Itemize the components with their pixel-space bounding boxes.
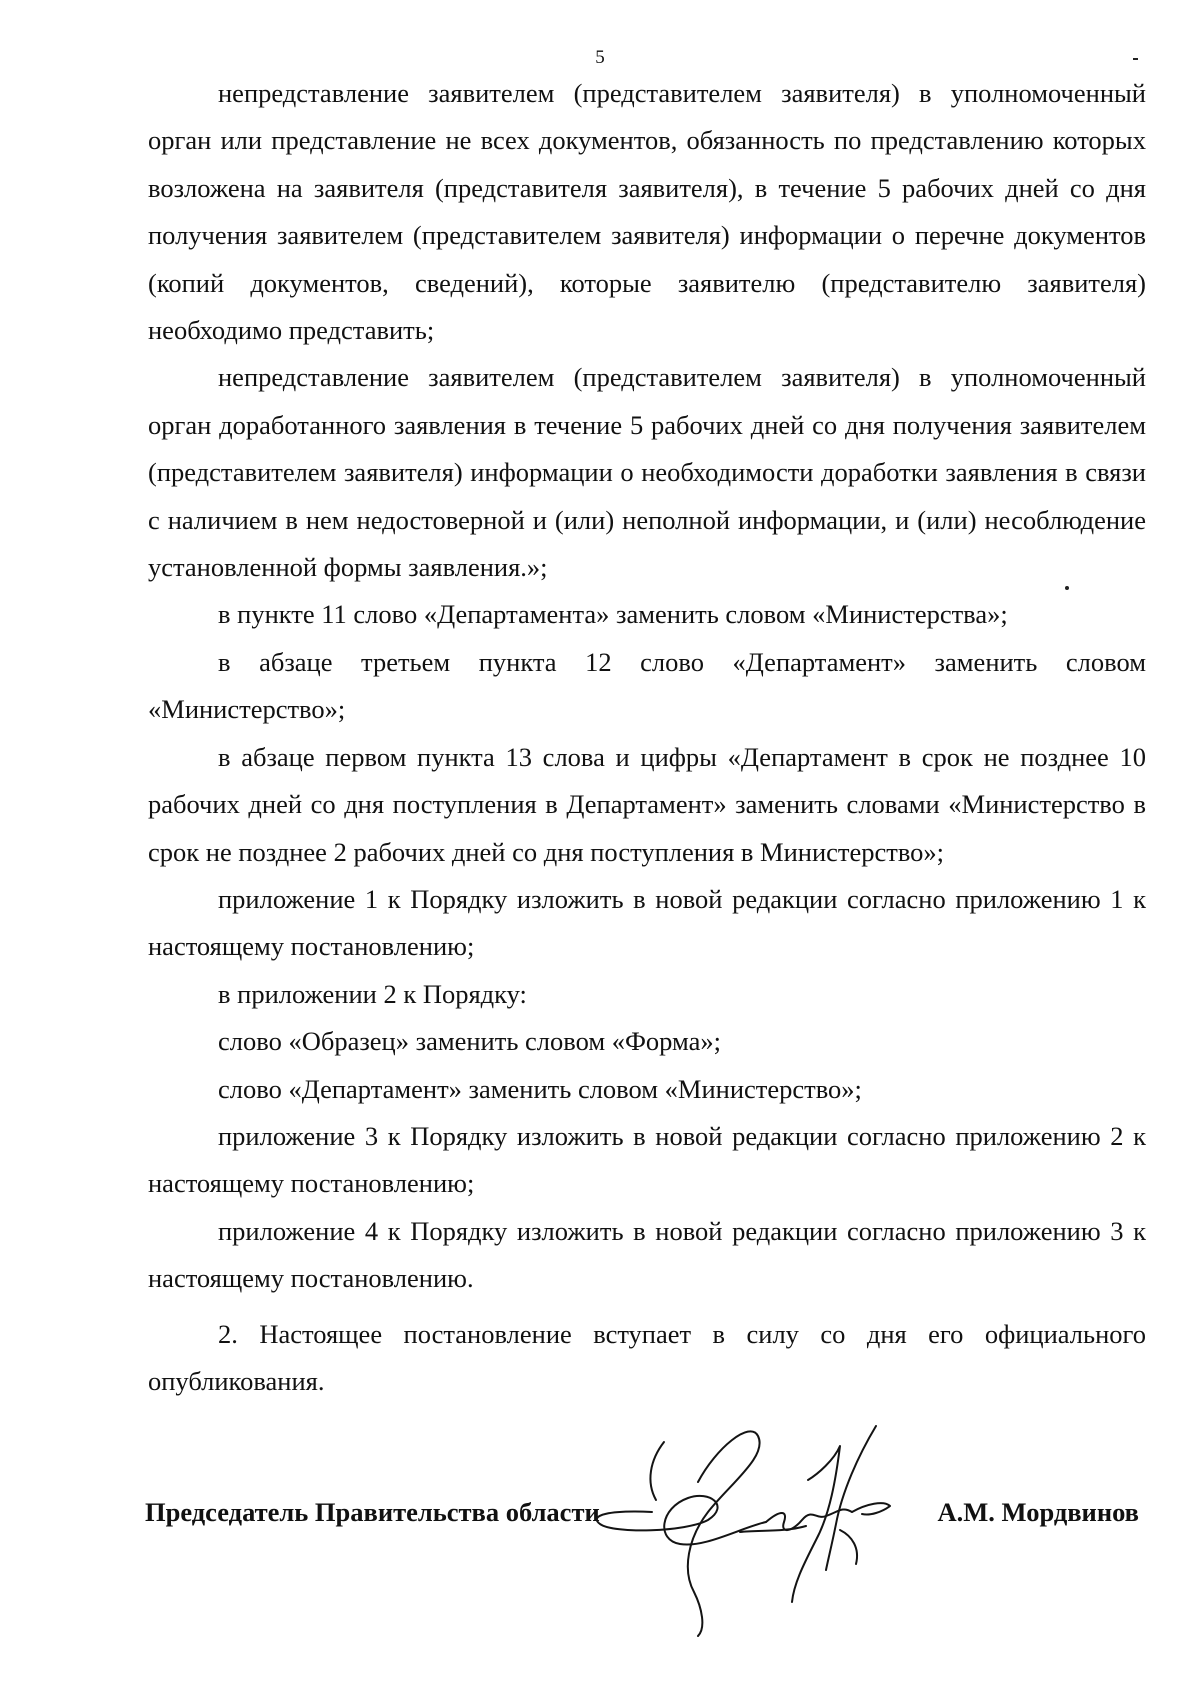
signer-position: Председатель Правительства области xyxy=(145,1497,600,1527)
paragraph-appendix-2-intro: в приложении 2 к Порядку: xyxy=(218,978,527,1009)
paragraph-appendix-4: приложение 4 к Порядку изложить в новой редакции согласно приложению 3 к настоящему постановлению. xyxy=(148,1215,1146,1294)
page-number: 5 xyxy=(595,47,605,68)
signer-name: А.М. Мордвинов xyxy=(937,1497,1139,1527)
scan-mark xyxy=(1133,58,1138,60)
paragraph-appendix-1: приложение 1 к Порядку изложить в новой редакции согласно приложению 1 к настоящему постановлению; xyxy=(148,883,1146,962)
paragraph-amend-point-11: в пункте 11 слово «Департамента» заменить словом «Министерства»; xyxy=(218,599,1008,630)
paragraph-appendix-3: приложение 3 к Порядку изложить в новой редакции согласно приложению 2 к настоящему постановлению; xyxy=(148,1120,1146,1199)
document-body xyxy=(148,70,1146,1405)
paragraph-amend-point-12: в абзаце третьем пункта 12 слово «Департамент» заменить словом «Министерство»; xyxy=(148,646,1146,725)
handwritten-signature xyxy=(590,1420,970,1660)
paragraph-refusal-ground-application: непредставление заявителем (представителем заявителя) в уполномоченный орган доработанного заявления в течение 5 рабочих дней со дня получения заявителем (представителем заявителя) информации о необходимости доработки заявления в связи с наличием в нем недостоверной и (или) неполной информации, и (или) несоблюдение установленной формы заявления.»; xyxy=(148,362,1146,583)
paragraph-appendix-2-sample: слово «Образец» заменить словом «Форма»; xyxy=(218,1026,721,1057)
paragraph-entry-into-force: 2. Настоящее постановление вступает в силу со дня его официального опубликования. xyxy=(148,1318,1146,1396)
paragraph-appendix-2-department: слово «Департамент» заменить словом «Министерство»; xyxy=(218,1073,862,1104)
paragraph-refusal-ground-documents: непредставление заявителем (представителем заявителя) в уполномоченный орган или представление не всех документов, обязанность по представлению которых возложена на заявителя (представителя заявителя), в течение 5 рабочих дней со дня получения заявителем (представителем заявителя) информации о перечне документов (копий документов, сведений), которые заявителю (представителю заявителя) необходимо представить; xyxy=(148,78,1146,346)
paragraph-amend-point-13: в абзаце первом пункта 13 слова и цифры «Департамент в срок не позднее 10 рабочих дней со дня поступления в Департамент» заменить словами «Министерство в срок не позднее 2 рабочих дней со дня поступления в Министерство»; xyxy=(148,741,1146,867)
